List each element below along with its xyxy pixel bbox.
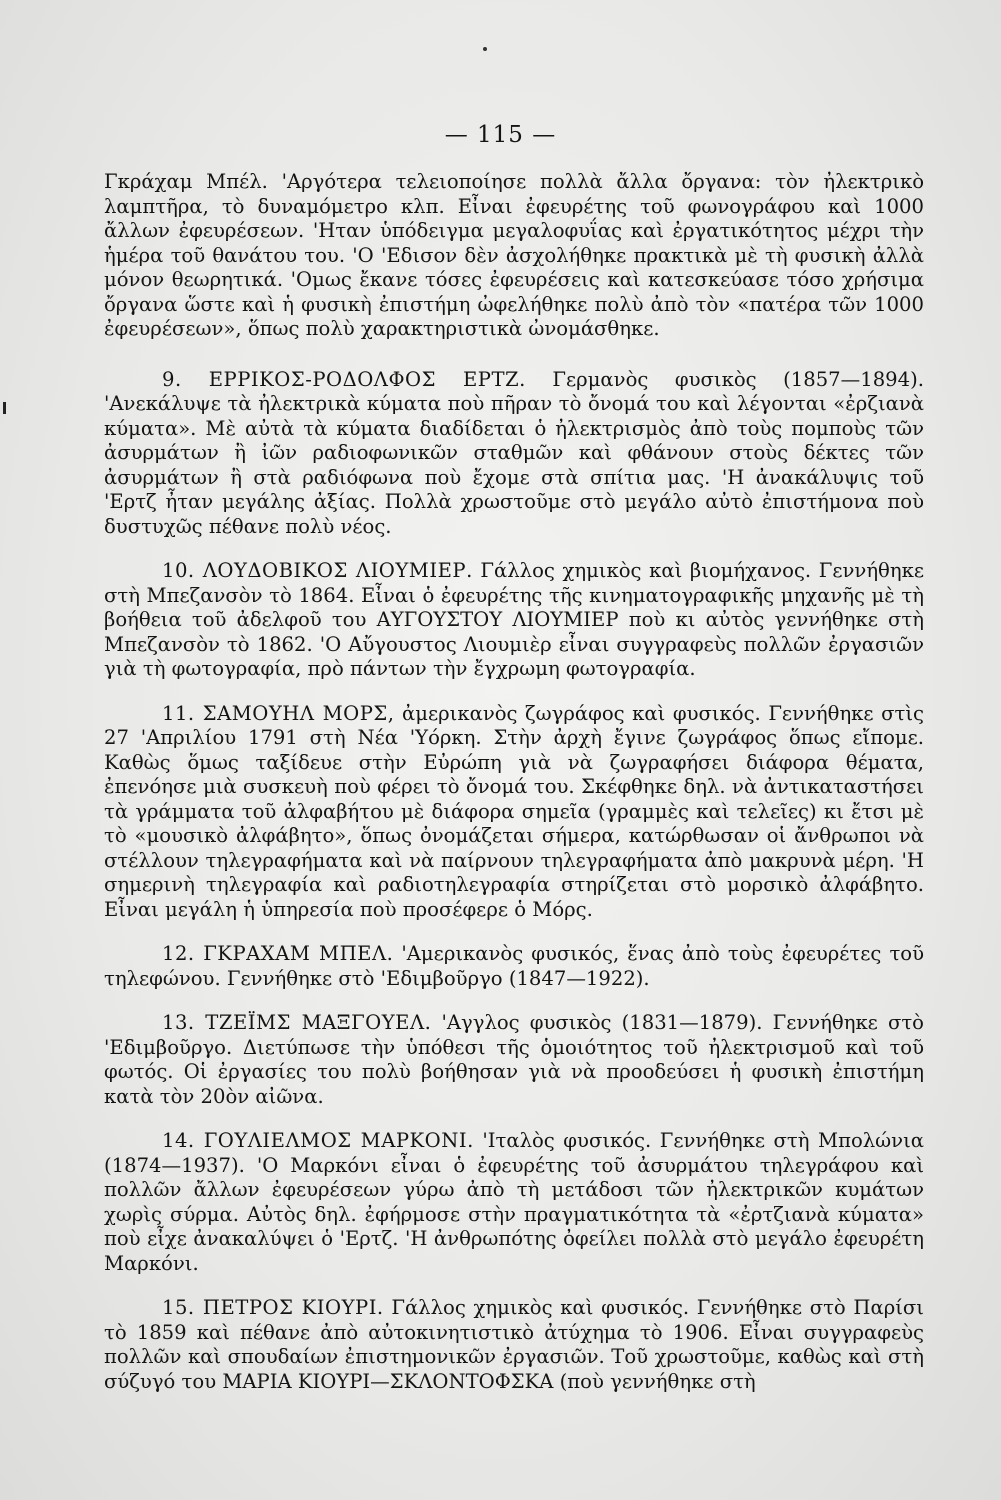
entry-text: 'Ιταλὸς φυσικός. Γεννήθηκε στὴ Μπολώνια (1874—1937). 'Ο Μαρκόνι εἶναι ὁ ἐφευρέτης τοῦ ἀσυρμάτου τηλεγράφου καὶ πολλῶν ἄλλων ἐφευρέσεων γύρω ἀπὸ τὴ μετάδοσι τῶν ἠλεκτρικῶν κυμάτων χωρὶς σύρμα. Αὐτὸς δηλ. ἐφήρμοσε στὴν πραγματικότητα τὰ «ἐρτζιανὰ κύματα» ποὺ εἶχε ἀνακαλύψει ὁ 'Ερτζ. 'Η ἀνθρωπότης ὀφείλει πολλὰ στὸ μεγάλο ἐφευρέτη Μαρκόνι. <box>104 1129 924 1275</box>
page-body <box>104 170 924 1394</box>
entry-text: 'Αγγλος φυσικὸς (1831—1879). Γεννήθηκε στὸ 'Εδιμβοῦργο. Διετύπωσε τὴν ὑπόθεσι τῆς ὁμοιότητος τοῦ ἠλεκτρισμοῦ καὶ τοῦ φωτός. Οἱ ἐργασίες του πολὺ βοήθησαν γιὰ νὰ προοδεύσει ἡ φυσικὴ ἐπιστήμη κατὰ τὸν 20ὸν αἰῶνα. <box>104 1011 924 1108</box>
entry-curie <box>104 1296 924 1394</box>
page-number: — 115 — <box>444 122 557 148</box>
entry-heading: 9. ΕΡΡΙΚΟΣ-ΡΟΔΟΛΦΟΣ ΕΡΤΖ. <box>162 367 526 391</box>
speck-mark <box>483 47 487 51</box>
entry-text: ἀμερικανὸς ζωγράφος καὶ φυσικός. Γεννήθηκε στὶς 27 'Απριλίου 1791 στὴ Νέα 'Υόρκη. Στὴν ἀρχὴ ἔγινε ζωγράφος ὅπως εἴπομε. Καθὼς ὅμως ταξίδευε στὴν Εὐρώπη γιὰ νὰ ζωγραφήσει διάφορα θέματα, ἐπενόησε μιὰ συσκευὴ ποὺ φέρει τὸ ὄνομά του. Σκέφθηκε δηλ. νὰ ἀντικαταστήσει τὰ γράμματα τοῦ ἀλφαβήτου μὲ διάφορα σημεῖα (γραμμὲς καὶ τελεῖες) κι ἔτσι μὲ τὸ «μουσικὸ ἀλφάβητο», ὅπως ὀνομάζεται σήμερα, κατώρθωσαν οἱ ἄνθρωποι νὰ στέλλουν τηλεγραφήματα καὶ νὰ παίρνουν τηλεγραφήματα ἀπὸ μακρυνὰ μέρη. 'Η σημερινὴ τηλεγραφία καὶ ραδιοτηλεγραφία στηρίζεται στὸ μορσικὸ ἀλφάβητο. Εἶναι μεγάλη ἡ ὑπηρεσία ποὺ προσέφερε ὁ Μόρς. <box>104 701 924 921</box>
entry-text: Γάλλος χημικὸς καὶ βιομήχανος. Γεννήθηκε στὴ Μπεζανσὸν τὸ 1864. Εἶναι ὁ ἐφευρέτης τῆς κινηματογραφικῆς μηχανῆς μὲ τὴ βοήθεια τοῦ ἀδελφοῦ του ΑΥΓΟΥΣΤΟΥ ΛΙΟΥΜΙΕΡ ποὺ κι αὐτὸς γεννήθηκε στὴ Μπεζανσὸν τὸ 1862. 'Ο Αὔγουστος Λιουμιὲρ εἶναι συγγραφεὺς πολλῶν ἐργασιῶν γιὰ τὴ φωτογραφία, πρὸ πάντων τὴν ἔγχρωμη φωτογραφία. <box>104 559 924 680</box>
entry-morse <box>104 702 924 923</box>
margin-mark <box>3 402 6 414</box>
intro-paragraph: Γκράχαμ Μπέλ. 'Αργότερα τελειοποίησε πολλὰ ἄλλα ὄργανα: τὸν ἠλεκτρικὸ λαμπτῆρα, τὸ δυναμόμετρο κλπ. Εἶναι ἐφευρέτης τοῦ φωνογράφου καὶ 1000 ἄλλων ἐφευρέσεων. 'Ηταν ὑπόδειγμα μεγαλοφυΐας καὶ ἐργατικότητος μέχρι τὴν ἡμέρα τοῦ θανάτου του. 'Ο 'Εδισον δὲν ἀσχολήθηκε πρακτικὰ μὲ τὴ φυσικὴ ἀλλὰ μόνον θεωρητικά. 'Ομως ἔκανε τόσες ἐφευρέσεις καὶ κατεσκεύασε τόσο χρήσιμα ὄργανα ὥστε καὶ ἡ φυσικὴ ἐπιστήμη ὠφελήθηκε πολὺ ἀπὸ τὸν «πατέρα τῶν 1000 ἐφευρέσεων», ὅπως πολὺ χαρακτηριστικὰ ὠνομάσθηκε. <box>104 170 924 340</box>
entry-heading: 11. ΣΑΜΟΥΗΛ ΜΟΡΣ, <box>162 701 395 725</box>
entry-heading: 13. ΤΖΕΪΜΣ ΜΑΞΓΟΥΕΛ. <box>162 1011 432 1034</box>
entry-text: Γερμανὸς φυσικὸς (1857—1894). 'Ανεκάλυψε τὰ ἠλεκτρικὰ κύματα ποὺ πῆραν τὸ ὄνομά του καὶ λέγονται «ἐρζιανὰ κύματα». Μὲ αὐτὰ τὰ κύματα διαδίδεται ὁ ἠλεκτρισμὸς ἀπὸ τοὺς πομποὺς τῶν ἀσυρμάτων ἢ ἰῶν ραδιοφωνικῶν σταθμῶν καὶ φθάνουν στοὺς δέκτες τῶν ἀσυρμάτων ἢ στὰ ραδιόφωνα ποὺ ἔχομε στὰ σπίτια μας. 'Η ἀνακάλυψις τοῦ 'Ερτζ ἦταν μεγάλης ἀξίας. Πολλὰ χρωστοῦμε στὸ μεγάλο αὐτὸ ἐπιστήμονα ποὺ δυστυχῶς πέθανε πολὺ νέος. <box>104 367 924 538</box>
entry-lumiere <box>104 559 924 682</box>
entry-heading: 10. ΛΟΥΔΟΒΙΚΟΣ ΛΙΟΥΜΙΕΡ. <box>162 559 473 582</box>
entry-heading: 15. ΠΕΤΡΟΣ ΚΙΟΥΡΙ. <box>162 1296 384 1319</box>
entry-marconi <box>104 1129 924 1276</box>
entry-text: 'Αμερικανὸς φυσικός, ἕνας ἀπὸ τοὺς ἐφευρέτες τοῦ τηλεφώνου. Γεννήθηκε στὸ 'Εδιμβοῦργο (1847—1922). <box>104 942 924 990</box>
entry-heading: 14. ΓΟΥΛΙΕΛΜΟΣ ΜΑΡΚΟΝΙ. <box>162 1129 474 1152</box>
entry-hertz <box>104 368 924 540</box>
entry-bell <box>104 942 924 991</box>
entry-text: Γάλλος χημικὸς καὶ φυσικός. Γεννήθηκε στὸ Παρίσι τὸ 1859 καὶ πέθανε ἀπὸ αὐτοκινητιστικὸ ἀτύχημα τὸ 1906. Εἶναι συγγραφεὺς πολλῶν καὶ σπουδαίων ἐπιστημονικῶν ἐργασιῶν. Τοῦ χρωστοῦμε, καθὼς καὶ στὴ σύζυγό του ΜΑΡΙΑ ΚΙΟΥΡΙ—ΣΚΛΟΝΤΟΦΣΚΑ (ποὺ γεννήθηκε στὴ <box>104 1296 924 1393</box>
entry-heading: 12. ΓΚΡΑΧΑΜ ΜΠΕΛ. <box>162 942 394 965</box>
entry-maxwell <box>104 1011 924 1109</box>
